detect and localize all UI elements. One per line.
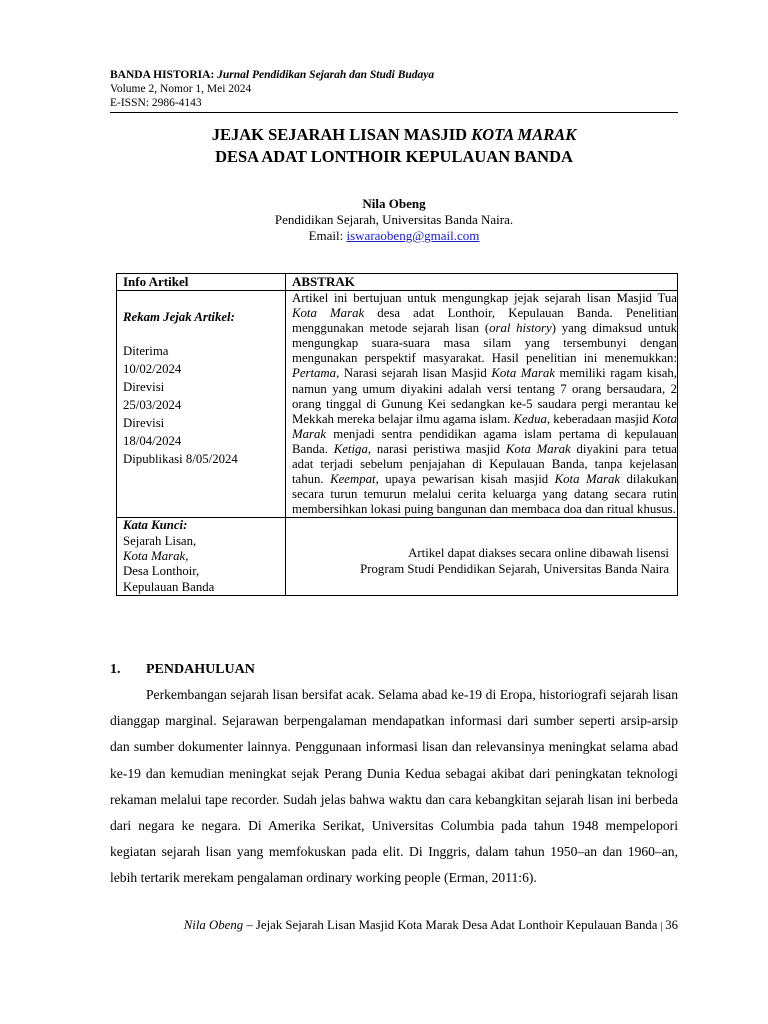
journal-eissn: E-ISSN: 2986-4143 bbox=[110, 97, 202, 109]
article-title-line-1 bbox=[110, 124, 678, 146]
keyword-text: Desa Lonthoir, bbox=[123, 564, 200, 579]
abstract-italic-run: Kota Marak bbox=[292, 411, 678, 441]
article-title-italic: KOTA MARAK bbox=[471, 125, 577, 144]
section-heading bbox=[110, 662, 255, 678]
keyword-list bbox=[123, 534, 279, 595]
abstract-italic-run: Keempat, bbox=[330, 472, 379, 487]
abstract-run: Artikel ini bertujuan untuk mengungkap jejak sejarah lisan Masjid Tua bbox=[292, 291, 677, 305]
author-block bbox=[110, 196, 678, 244]
keyword-text: Kepulauan Banda bbox=[123, 579, 215, 594]
author-email-line bbox=[110, 228, 678, 244]
journal-subtitle: Jurnal Pendidikan Sejarah dan Studi Budaya bbox=[217, 69, 435, 81]
abstract-run: keberadaan masjid bbox=[550, 411, 653, 426]
keyword-item bbox=[123, 580, 279, 595]
footer-dash: – bbox=[243, 918, 256, 932]
keyword-text: Kota Marak bbox=[123, 549, 186, 563]
page-footer bbox=[184, 918, 678, 933]
article-title-line-2: DESA ADAT LONTHOIR KEPULAUAN BANDA bbox=[215, 147, 573, 166]
info-table-keyword-row bbox=[117, 518, 678, 595]
author-affiliation: Pendidikan Sejarah, Universitas Banda Naira. bbox=[274, 212, 514, 227]
history-list bbox=[123, 342, 279, 468]
abstract-run: upaya pewarisan kisah masjid bbox=[378, 472, 555, 487]
abstract-run: narasi peristiwa masjid bbox=[371, 441, 506, 456]
abstract-run: menjadi sentra pendidikan agama islam pertama di kepulauan Banda. bbox=[292, 426, 677, 456]
abstract-italic-run: oral history bbox=[489, 321, 552, 336]
article-history-cell bbox=[117, 291, 286, 518]
history-item: Dipublikasi 8/05/2024 bbox=[123, 452, 238, 466]
license-cell bbox=[286, 518, 678, 595]
abstract-run: Narasi sejarah lisan Masjid bbox=[339, 366, 492, 381]
abstract-run: dilakukan secara turun temurun melalui cerita keluarga yang datang secara rutin membersihkan lokasi puing bangunan dan membaca doa dan ritual khusus. bbox=[292, 472, 677, 517]
abstract-italic-run: Kota Marak bbox=[292, 306, 365, 321]
license-line-1: Artikel dapat diakses secara online dibawah lisensi bbox=[408, 546, 669, 561]
keyword-text: Sejarah Lisan, bbox=[123, 533, 197, 548]
history-item: 10/02/2024 bbox=[123, 362, 182, 376]
abstract-run: ) yang dimaksud untuk mengungkap suara-suara masa silam yang tersembunyi dengan mengunakan perspektif masyarakat. Hasil penelitian ini menemukkan: bbox=[292, 321, 677, 366]
abstrak-header: ABSTRAK bbox=[286, 274, 678, 291]
abstract-text bbox=[286, 291, 678, 518]
author-name: Nila Obeng bbox=[362, 196, 426, 211]
info-artikel-header: Info Artikel bbox=[117, 274, 286, 291]
abstract-italic-run: Kota Marak bbox=[505, 441, 571, 456]
section-number: 1. bbox=[110, 662, 121, 677]
history-item: Direvisi bbox=[123, 380, 165, 394]
section-paragraph: Perkembangan sejarah lisan bersifat acak. Selama abad ke-19 di Eropa, historiografi sejarah lisan dianggap marginal. Sejarawan berpengalaman mendapatkan informasi dari sumber seperti arsip-arsip dan sumber dokumenter lainnya. Penggunaan informasi lisan dan relevansinya meningkat selama abad ke-19 dan kemudian meningkat sejak Perang Dunia Kedua sebagai akibat dari peningkatan teknologi rekaman melalui tape recorder. Sudah jelas bahwa waktu dan cara kebangkitan sejarah lisan ini berbeda dari negara ke negara. Di Amerika Serikat, Universitas Columbia pada tahun 1948 mempelopori kegiatan sejarah lisan yang memfokuskan pada elit. Di Inggris, dalam tahun 1950–an dan 1960–an, lebih tertarik merekam pengalaman ordinary working people (Erman, 2011:6). bbox=[110, 687, 678, 886]
footer-separator: | bbox=[657, 920, 666, 932]
header-divider bbox=[110, 112, 678, 113]
history-item: 25/03/2024 bbox=[123, 398, 182, 412]
license-line-2: Program Studi Pendidikan Sejarah, Universitas Banda Naira bbox=[360, 561, 669, 576]
keywords-label: Kata Kunci: bbox=[123, 518, 188, 533]
info-table-header-row bbox=[117, 274, 678, 291]
journal-title-line bbox=[110, 68, 434, 82]
article-title bbox=[110, 124, 678, 168]
article-info-table bbox=[116, 273, 678, 596]
keywords-cell bbox=[117, 518, 286, 595]
journal-header bbox=[110, 68, 434, 110]
history-item: 18/04/2024 bbox=[123, 434, 182, 448]
history-item: Direvisi bbox=[123, 416, 165, 430]
abstract-italic-run: Kota Marak bbox=[554, 472, 621, 487]
journal-name: BANDA HISTORIA: bbox=[110, 69, 215, 81]
author-email-link[interactable]: iswaraobeng@gmail.com bbox=[346, 228, 480, 243]
info-table-body-row bbox=[117, 291, 678, 518]
history-item: Diterima bbox=[123, 344, 169, 358]
footer-author: Nila Obeng bbox=[183, 918, 244, 932]
article-title-part1: JEJAK SEJARAH LISAN MASJID bbox=[211, 125, 468, 144]
abstract-run: desa adat Lonthoir, Kepulauan Banda. Penelitian menggunakan metode sejarah lisan ( bbox=[292, 306, 677, 336]
keyword-item bbox=[123, 534, 279, 549]
abstract-italic-run: Kota Marak bbox=[491, 366, 555, 381]
record-label: Rekam Jejak Artikel: bbox=[123, 310, 235, 324]
abstract-run: memiliki ragam kisah, namun yang umum diyakini adalah versi tentang 7 orang bersaudara, 2 orang tinggal di Gunung Kei sedangkan ke-5 saudara pergi merantau ke Mekkah mereka belajar ilmu agama islam. bbox=[292, 366, 677, 426]
abstract-italic-run: Ketiga, bbox=[333, 441, 372, 456]
abstract-italic-run: Kedua, bbox=[513, 411, 551, 426]
footer-title: Jejak Sejarah Lisan Masjid Kota Marak Desa Adat Lonthoir Kepulauan Banda bbox=[255, 918, 658, 932]
email-label: Email: bbox=[308, 228, 344, 243]
section-title: PENDAHULUAN bbox=[146, 662, 255, 677]
keyword-suffix: , bbox=[185, 549, 189, 563]
abstract-italic-run: Pertama, bbox=[292, 366, 340, 381]
keyword-item bbox=[123, 564, 279, 579]
keyword-item bbox=[123, 549, 279, 564]
abstract-run: diyakini para tetua adat terjadi sebelum penjajahan di Kepulauan Banda, tanpa kejelasan tahun. bbox=[292, 441, 677, 487]
journal-volume: Volume 2, Nomor 1, Mei 2024 bbox=[110, 83, 252, 95]
page-number: 36 bbox=[665, 918, 678, 932]
